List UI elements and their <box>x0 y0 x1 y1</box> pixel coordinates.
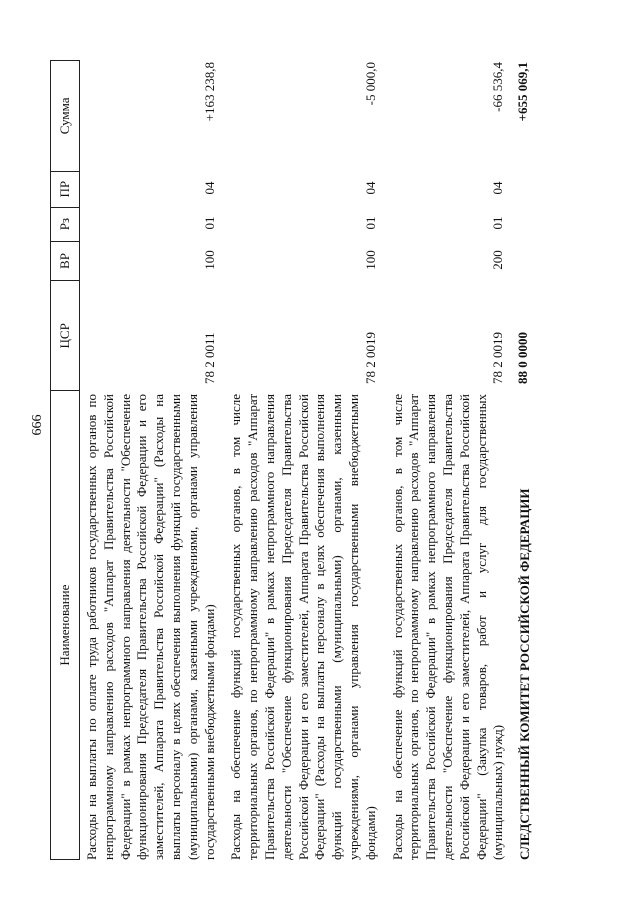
budget-table <box>50 60 610 860</box>
row-name: Расходы на обеспечение функций государственных органов, в том числе территориальных органов, по непрограммному направлению расходов "Аппарат Правительства Российской Федерации" в рамках непрограммного направления деятельности "Обеспечение функционирования Председателя Правительства Российской Федерации и его заместителей, Аппарата Правительства Российской Федерации" (Закупка товаров, работ и услуг для государственных (муниципальных) нужд) <box>389 394 506 860</box>
row-rz: 01 <box>201 216 217 230</box>
header-vr: ВР <box>51 241 79 281</box>
header-sum: Сумма <box>57 97 72 135</box>
row-rz: 01 <box>362 216 378 230</box>
row-vr: 200 <box>490 250 506 270</box>
row-sum: +655 069,1 <box>515 62 531 122</box>
table-row <box>386 60 514 860</box>
row-pr <box>513 170 540 206</box>
row-rz: 01 <box>490 216 506 230</box>
page-number: 666 <box>30 414 45 436</box>
row-pr: 04 <box>490 181 506 195</box>
header-csr: ЦСР <box>51 280 79 390</box>
row-csr: 78 2 0019 <box>490 332 506 384</box>
row-name: Расходы на обеспечение функций государственных органов, в том числе территориальных органов, по непрограммному направлению расходов "Аппарат Правительства Российской Федерации" в рамках непрограммного направления деятельности "Обеспечение функционирования Председателя Правительства Российской Федерации и его заместителей, Аппарата Правительства Российской Федерации" (Расходы на выплаты персоналу в целях обеспечения выполнения функций государственными (муниципальными) органами, казенными учреждениями, органами управления государственными внебюджетными фондами) <box>228 394 378 860</box>
row-csr: 78 2 0011 <box>201 332 217 384</box>
row-csr: 78 2 0019 <box>362 332 378 384</box>
row-vr: 100 <box>362 250 378 270</box>
row-sum: -66 536,4 <box>490 62 506 112</box>
row-name: Расходы на выплаты по оплате труда работников государственных органов по непрограммному направлению расходов "Аппарат Правительства Российской Федерации" в рамках непрограммного направления деятельности "Обеспечение функционирования Председателя Правительства Российской Федерации и его заместителей, Аппарата Правительства Российской Федерации" (Расходы на выплаты персоналу в целях обеспечения выполнения функций государственными (муниципальными) органами, казенными учреждениями, органами управления государственными внебюджетными фондами) <box>84 394 217 860</box>
row-name: СЛЕДСТВЕННЫЙ КОМИТЕТ РОССИЙСКОЙ ФЕДЕРАЦИИ <box>517 488 533 860</box>
row-pr: 04 <box>362 181 378 195</box>
row-csr: 88 0 0000 <box>515 332 531 384</box>
header-pr: ПР <box>51 171 79 207</box>
table-header <box>50 60 80 860</box>
row-sum: -5 000,0 <box>362 62 378 106</box>
table-row-total <box>513 60 540 860</box>
header-rz: Рз <box>51 207 79 241</box>
table-row <box>80 60 224 860</box>
row-sum: +163 238,8 <box>201 62 217 122</box>
header-name: Наименование <box>51 390 79 859</box>
row-pr: 04 <box>201 181 217 195</box>
row-vr: 100 <box>201 250 217 270</box>
row-rz <box>513 206 540 240</box>
row-vr <box>513 240 540 280</box>
table-row <box>224 60 385 860</box>
